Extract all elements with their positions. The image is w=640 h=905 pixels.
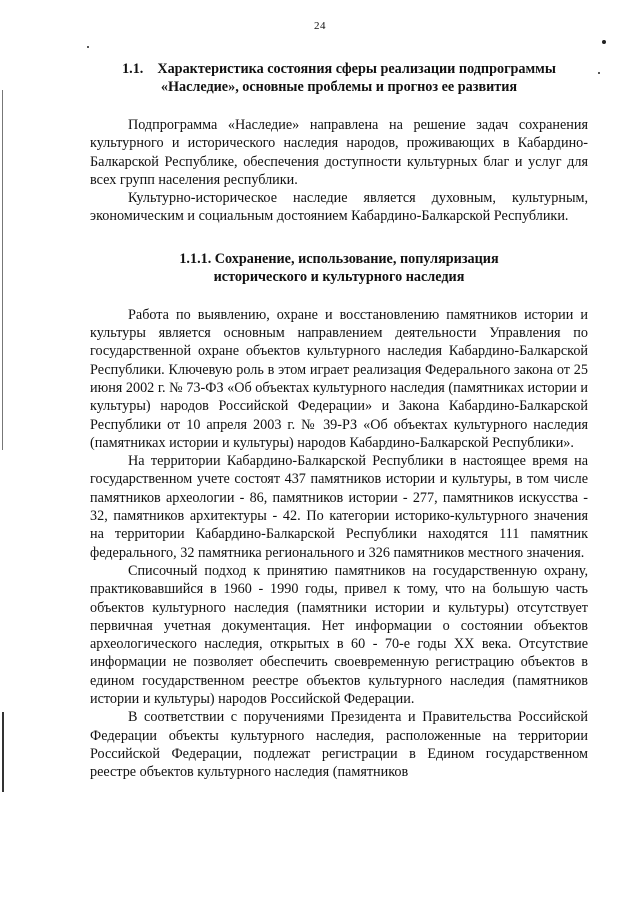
- page-number: 24: [314, 20, 326, 32]
- section-title-text: Характеристика состояния сферы реализации подпрограммы: [157, 61, 556, 77]
- section-heading: [90, 60, 588, 96]
- section-heading-line1: [122, 61, 556, 77]
- scan-speck: [602, 40, 606, 44]
- scan-edge-line: [2, 90, 3, 450]
- subsection-paragraph: Списочный подход к принятию памятников на государственную охрану, практиковавшийся в 1960 - 1990 годы, привел к тому, что на большую часть объектов культурного наследия (памятники истории и культуры) отсутствует первичная учетная документация. Нет информации о состоянии объектов археологического наследия, открытых в 60 - 70-е годы XX века. Отсутствие информации не позволяет обеспечить своевременную регистрацию объектов в едином государственном реестре объектов культурного наследия (памятников истории и культуры) народов Российской Федерации.: [90, 562, 588, 708]
- scan-speck: [598, 72, 600, 74]
- document-body: [90, 60, 588, 782]
- section-heading-line2: «Наследие», основные проблемы и прогноз ее развития: [160, 79, 518, 95]
- scan-edge-line: [2, 712, 4, 792]
- section-paragraph: Подпрограмма «Наследие» направлена на решение задач сохранения культурного и исторического наследия народов, проживающих в Кабардино-Балкарской Республике, обеспечения доступности культурных благ и услуг для всех групп населения республики.: [90, 117, 588, 188]
- subsection-heading-line1: 1.1.1. Сохранение, использование, популяризация: [179, 250, 499, 267]
- subsection-paragraph: В соответствии с поручениями Президента и Правительства Российской Федерации объекты культурного наследия, расположенные на территории Российской Федерации, подлежат регистрации в Едином государственном реестре объектов культурного наследия (памятников: [90, 709, 588, 781]
- section-paragraph: Культурно-историческое наследие является духовным, культурным, экономическим и социальным достоянием Кабардино-Балкарской Республики.: [90, 190, 588, 225]
- subsection-heading: [90, 250, 588, 286]
- section-number: 1.1.: [122, 61, 144, 77]
- subsection-paragraph: Работа по выявлению, охране и восстановлению памятников истории и культуры является основным направлением деятельности Управления по государственной охране объектов культурного наследия Кабардино-Балкарской Республики. Ключевую роль в этом играет реализация Федерального закона от 25 июня 2002 г. № 73-ФЗ «Об объектах культурного наследия (памятниках истории и культуры) народов Российской Федерации» и Закона Кабардино-Балкарской Республики от 10 апреля 2003 г. № 39-РЗ «Об объектах культурного наследия (памятниках истории и культуры) народов Кабардино-Балкарской Республики».: [90, 306, 588, 451]
- scan-speck: [87, 46, 89, 48]
- subsection-paragraph: На территории Кабардино-Балкарской Республики в настоящее время на государственном учете состоят 437 памятников истории и культуры, в том числе памятников археологии - 86, памятников истории - 277, памятников искусства - 32, памятников архитектуры - 42. По категории историко-культурного значения на территории Кабардино-Балкарской Республики находятся 111 памятник федерального, 32 памятника регионального и 326 памятников местного значения.: [90, 453, 588, 561]
- subsection-heading-line2: исторического и культурного наследия: [213, 268, 465, 285]
